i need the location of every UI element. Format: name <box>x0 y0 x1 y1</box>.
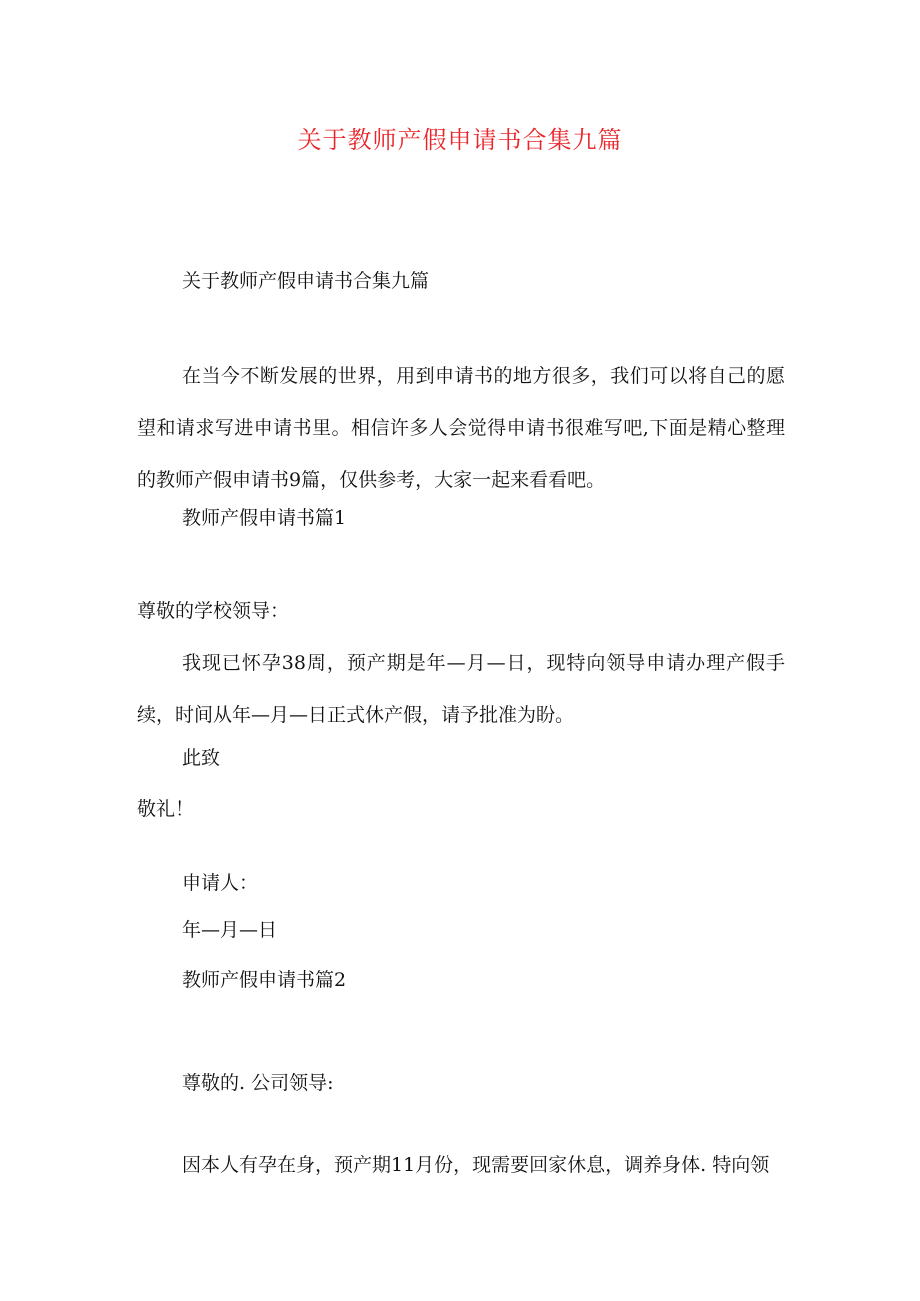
letter2-heading: 教师产假申请书篇2 <box>182 969 347 991</box>
subtitle: 关于教师产假申请书合集九篇 <box>182 270 430 292</box>
letter2-salutation: 尊敬的. 公司领导: <box>182 1072 334 1094</box>
letter1-closing-cizhi: 此致 <box>182 747 221 769</box>
letter1-salutation: 尊敬的学校领导： <box>137 600 290 622</box>
letter1-applicant: 申请人： <box>182 872 259 894</box>
letter1-body: 我现已怀孕38周，预产期是年—月—日，现特向领导申请办理产假手续，时间从年—月—日正式休产假，请予批准为盼。 <box>137 652 785 726</box>
intro-paragraph: 在当今不断发展的世界，用到申请书的地方很多，我们可以将自己的愿望和请求写进申请书里。相信许多人会觉得申请书很难写吧,下面是精心整理的教师产假申请书9篇，仅供参考，大家一起来看看吧。 <box>137 365 785 491</box>
letter1-heading: 教师产假申请书篇1 <box>182 507 347 529</box>
letter2-body-line: 因本人有孕在身，预产期11月份，现需要回家休息，调养身体. 特向领 <box>182 1154 770 1176</box>
document-title: 关于教师产假申请书合集九篇 <box>297 126 623 154</box>
letter1-date: 年—月—日 <box>182 919 278 941</box>
letter1-closing-jingli: 敬礼！ <box>137 798 195 820</box>
